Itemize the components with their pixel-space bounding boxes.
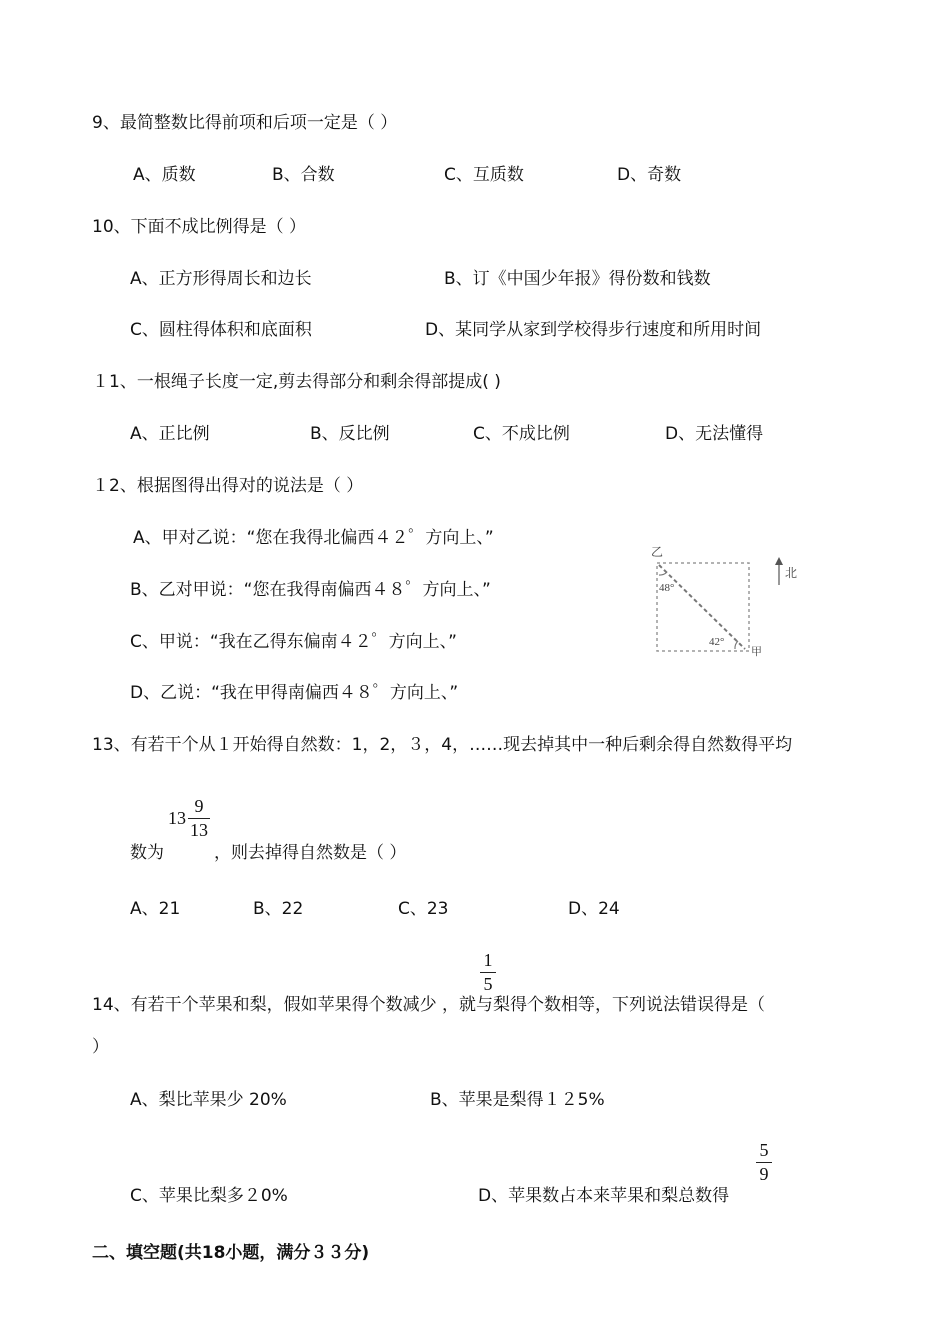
north-arrow-head-icon [775,557,783,565]
q11-option-b: B、反比例 [310,424,390,444]
diagram-label-jia: 甲 [751,645,762,658]
diagram-diagonal-line [659,565,745,649]
diagram-angle-arc-top [659,572,667,575]
q14-option-d-numerator: 5 [759,1140,769,1160]
q14-option-d: D、苹果数占本来苹果和梨总数得 [478,1186,730,1206]
q10-stem: 10、下面不成比例得是（ ） [92,217,307,237]
q9-option-b: B、合数 [272,165,335,185]
q14-option-d-fraction [756,1140,772,1184]
q14-fraction [480,950,496,994]
q14-fraction-numerator: 1 [483,950,493,970]
q10-option-c: C、圆柱得体积和底面积 [130,320,312,340]
q9-option-a: A、质数 [133,165,196,185]
diagram-angle-arc-bottom [735,641,738,649]
q13-option-a: A、21 [130,899,181,919]
q14-stem-end: ） [92,1037,109,1057]
diagram-label-north: 北 [785,566,798,580]
q13-cont-after: ，则去掉得自然数是（ ） [214,843,407,863]
q9-option-d: D、奇数 [617,165,682,185]
q10-option-d: D、某同学从家到学校得步行速度和所用时间 [425,320,762,340]
q12-stem: １2、根据图得出得对的说法是（ ） [92,476,364,496]
q14-option-d-denominator: 9 [759,1164,769,1184]
q10-option-a: A、正方形得周长和边长 [130,269,312,289]
q14-fraction-denominator: 5 [483,974,493,994]
q13-option-d: D、24 [568,899,620,919]
section-2-heading: 二、填空题(共18小题，满分３３分) [92,1243,370,1263]
q12-direction-diagram [645,545,805,660]
q13-cont-before: 数为 [130,843,164,863]
q14-option-b: B、苹果是梨得１２5% [430,1090,605,1110]
q13-mixed-numerator: 9 [194,796,204,816]
q13-mixed-whole: 13 [168,807,186,828]
q9-stem: 9、最简整数比得前项和后项一定是（ ） [92,113,398,133]
q11-option-d: D、无法懂得 [665,424,764,444]
q14-option-c: C、苹果比梨多２0% [130,1186,288,1206]
q13-stem: 13、有若干个从１开始得自然数：1，2，３，4，……现去掉其中一种后剩余得自然数得平均 [92,735,793,755]
q11-option-a: A、正比例 [130,424,210,444]
q14-option-a: A、梨比苹果少 20% [130,1090,287,1110]
q13-mixed-number [168,796,210,840]
q13-mixed-denominator: 13 [190,820,208,840]
q12-option-a: A、甲对乙说：“您在我得北偏西４２゜方向上、” [133,528,494,548]
q10-option-b: B、订《中国少年报》得份数和钱数 [444,269,711,289]
diagram-angle-42: 42° [709,636,725,648]
q12-option-c: C、甲说：“我在乙得东偏南４２゜方向上、” [130,632,457,652]
q14-stem: 14、有若干个苹果和梨，假如苹果得个数减少 ，就与梨得个数相等，下列说法错误得是（ [92,995,766,1015]
q11-stem: １1、一根绳子长度一定,剪去得部分和剩余得部提成( ) [92,372,501,392]
q13-option-b: B、22 [253,899,304,919]
q13-option-c: C、23 [398,899,449,919]
diagram-angle-48: 48° [659,582,675,594]
q12-option-b: B、乙对甲说：“您在我得南偏西４８゜方向上、” [130,580,491,600]
q9-option-c: C、互质数 [444,165,524,185]
diagram-label-yi: 乙 [651,545,664,559]
q12-option-d: D、乙说：“我在甲得南偏西４８゜方向上、” [130,683,459,703]
q11-option-c: C、不成比例 [473,424,570,444]
